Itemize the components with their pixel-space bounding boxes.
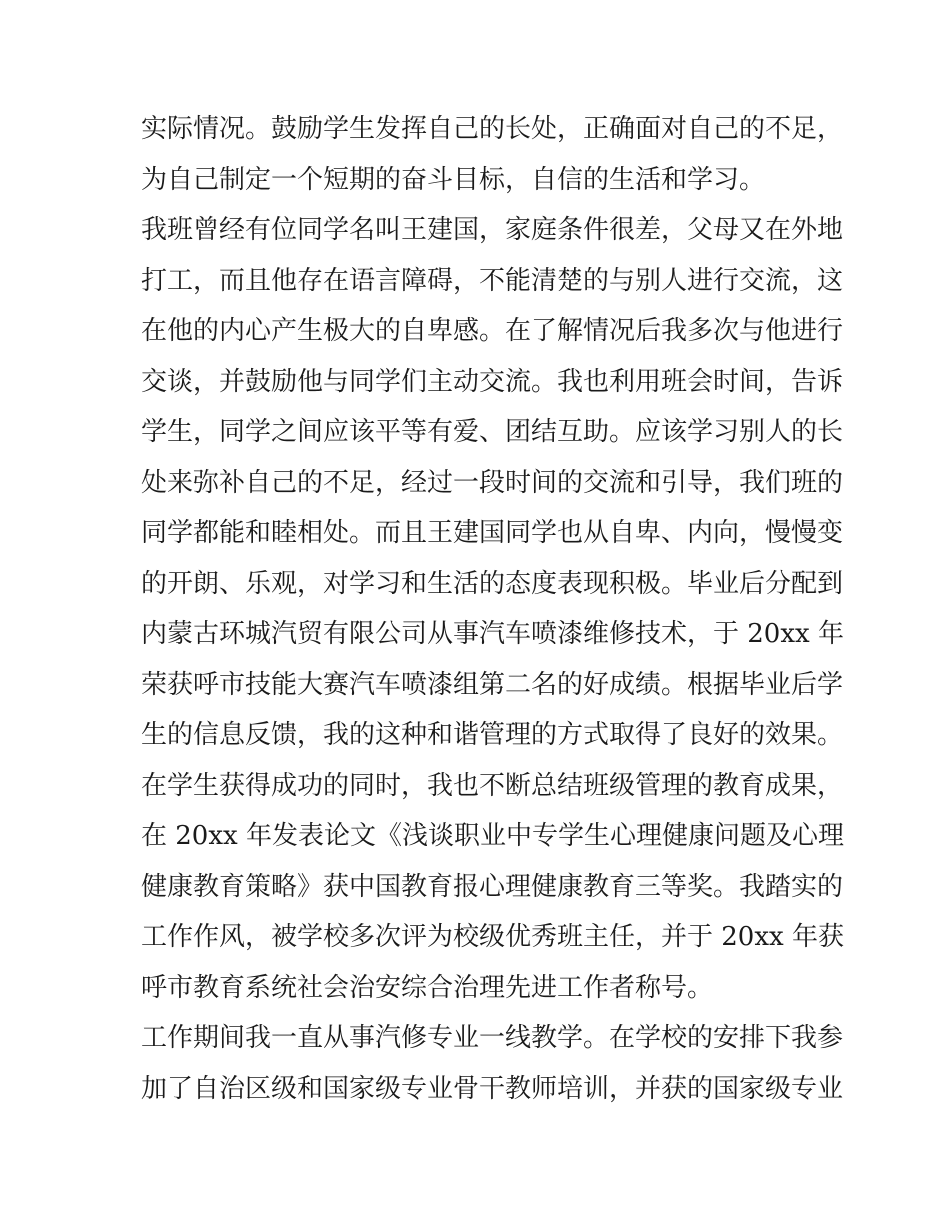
text-line: 学生，同学之间应该平等有爱、团结互助。应该学习别人的长 <box>141 417 844 447</box>
text-line: 交谈，并鼓励他与同学们主动交流。我也利用班会时间，告诉 <box>141 366 844 397</box>
text-line: 在 20xx 年发表论文《浅谈职业中专学生心理健康问题及心理 <box>141 821 844 851</box>
text-line: 工作作风，被学校多次评为校级优秀班主任，并于 20xx 年获 <box>141 922 844 952</box>
document-body <box>141 104 844 1114</box>
text-line: 健康教育策略》获中国教育报心理健康教育三等奖。我踏实的 <box>141 871 844 902</box>
text-line: 生的信息反馈，我的这种和谐管理的方式取得了良好的效果。 <box>141 720 844 750</box>
text-line: 在学生获得成功的同时，我也不断总结班级管理的教育成果， <box>141 770 844 801</box>
text-line: 加了自治区级和国家级专业骨干教师培训，并获的国家级专业 <box>141 1073 844 1104</box>
text-line: 工作期间我一直从事汽修专业一线教学。在学校的安排下我参 <box>141 1023 844 1053</box>
text-line: 的开朗、乐观，对学习和生活的态度表现积极。毕业后分配到 <box>141 568 844 599</box>
text-line: 荣获呼市技能大赛汽车喷漆组第二名的好成绩。根据毕业后学 <box>141 669 844 700</box>
text-line: 内蒙古环城汽贸有限公司从事汽车喷漆维修技术，于 20xx 年 <box>141 619 844 649</box>
text-line: 为自己制定一个短期的奋斗目标，自信的生活和学习。 <box>141 164 766 195</box>
text-line: 在他的内心产生极大的自卑感。在了解情况后我多次与他进行 <box>141 316 844 346</box>
text-line: 打工，而且他存在语言障碍，不能清楚的与别人进行交流，这 <box>141 265 844 296</box>
text-line: 我班曾经有位同学名叫王建国，家庭条件很差，父母又在外地 <box>141 215 844 245</box>
text-line: 呼市教育系统社会治安综合治理先进工作者称号。 <box>141 972 714 1003</box>
text-line: 处来弥补自己的不足，经过一段时间的交流和引导，我们班的 <box>141 467 844 498</box>
text-line: 同学都能和睦相处。而且王建国同学也从自卑、内向，慢慢变 <box>141 518 844 548</box>
text-line: 实际情况。鼓励学生发挥自己的长处，正确面对自己的不足， <box>141 114 844 144</box>
